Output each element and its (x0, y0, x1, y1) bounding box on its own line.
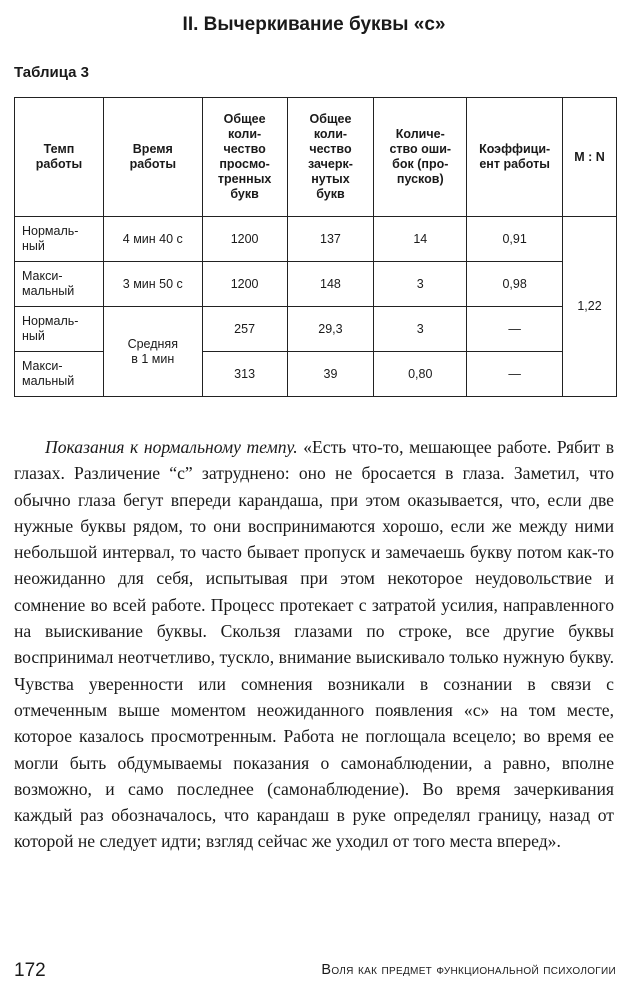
cell-tempo: Макси- мальный (15, 262, 104, 307)
header-mn: M : N (563, 98, 617, 217)
table-row (15, 217, 617, 262)
results-table (14, 97, 617, 397)
cell-errors: 3 (374, 262, 467, 307)
table-row (15, 307, 617, 352)
italic-lead: Показания к нормальному темпу. (45, 437, 298, 457)
cell-tempo: Нормаль- ный (15, 217, 104, 262)
cell-viewed: 257 (202, 307, 287, 352)
cell-errors: 3 (374, 307, 467, 352)
cell-crossed: 39 (287, 352, 374, 397)
cell-coefficient: 0,98 (467, 262, 563, 307)
cell-crossed: 137 (287, 217, 374, 262)
cell-coefficient: — (467, 352, 563, 397)
header-viewed: Общее коли- чество просмо- тренных букв (202, 98, 287, 217)
cell-errors: 0,80 (374, 352, 467, 397)
cell-viewed: 1200 (202, 262, 287, 307)
cell-crossed: 29,3 (287, 307, 374, 352)
body-paragraph (14, 434, 614, 855)
header-time: Время работы (103, 98, 202, 217)
cell-coefficient: 0,91 (467, 217, 563, 262)
running-title: Воля как предмет функциональной психологии (321, 962, 616, 978)
cell-time: 3 мин 50 с (103, 262, 202, 307)
section-heading: II. Вычеркивание буквы «с» (182, 14, 446, 35)
cell-coefficient: — (467, 307, 563, 352)
cell-tempo: Макси- мальный (15, 352, 104, 397)
header-crossed: Общее коли- чество зачерк- нутых букв (287, 98, 374, 217)
cell-viewed: 1200 (202, 217, 287, 262)
header-errors: Количе- ство оши- бок (про- пусков) (374, 98, 467, 217)
table-caption: Таблица 3 (14, 64, 90, 81)
table-row (15, 262, 617, 307)
page-number: 172 (14, 960, 46, 981)
cell-time: Средняя в 1 мин (103, 307, 202, 397)
cell-viewed: 313 (202, 352, 287, 397)
cell-mn: 1,22 (563, 217, 617, 397)
paragraph-text: «Есть что-то, мешающее работе. Рябит в глазах. Различение “с” затруднено: оно не бросается в глаза. Заметил, что обычно глаза бегут впереди карандаша, при этом оказывается, что, если две нужные буквы рядом, то они воспринимаются хорошо, если же между ними небольшой интервал, то часто бывает пропуск и замечаешь букву потом как-то неожиданно для себя, испытывая при этом некоторое неудовольствие и сомнение во всей работе. Процесс протекает с затратой усилия, направленного на выискивание буквы. Скользя глазами по строке, все другие буквы воспринимал неотчетливо, тускло, внимание выискивало только нужную букву. Чувства уверенности или сомнения возникали в сознании в связи с отмеченным выше моментом неожиданного появления «с» на том месте, которое казалось просмотренным. Работа не поглощала всецело; во время ее могли быть обдумываемы показания о самонаблюдении, а равно, вполне возможно, и само последнее (самонаблюдение). Во время зачеркивания каждый раз обозначалось, что карандаш в руке определял границу, назад от которой не следует идти; взгляд сейчас же уходил от того места вперед». (14, 437, 615, 852)
cell-errors: 14 (374, 217, 467, 262)
table-header-row (15, 98, 617, 217)
cell-crossed: 148 (287, 262, 374, 307)
header-tempo: Темп работы (15, 98, 104, 217)
header-coefficient: Коэффици- ент работы (467, 98, 563, 217)
cell-tempo: Нормаль- ный (15, 307, 104, 352)
cell-time: 4 мин 40 с (103, 217, 202, 262)
